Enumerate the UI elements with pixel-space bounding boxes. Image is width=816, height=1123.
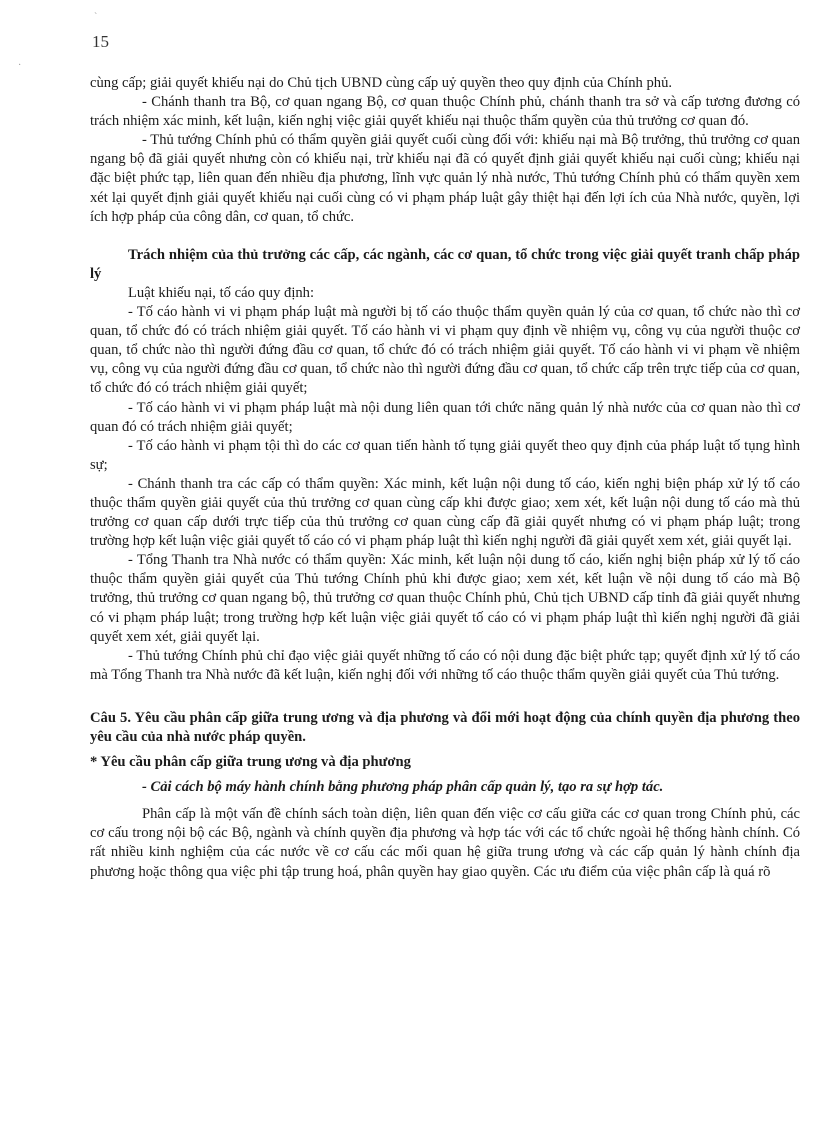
subheading-decentralization: * Yêu cầu phân cấp giữa trung ương và địa phương: [90, 754, 411, 771]
paragraph-inspector-general: - Tổng Thanh tra Nhà nước có thẩm quyền: Xác minh, kết luận nội dung tố cáo, kiến nghị biện pháp xử lý tố cáo thuộc thẩm quyền giải quyết của Thủ tướng Chính phủ khi được giao; xem xét, kết luận về nội dung tố cáo mà Bộ trưởng, thủ trưởng cơ quan ngang bộ, thủ trưởng cơ quan thuộc Chính phủ, Chủ tịch UBND cấp tỉnh đã giải quyết nhưng có vi phạm pháp luật; trong trường hợp kết luận việc giải quyết tố cáo có vi phạm pháp luật thì kiến nghị người đã giải quyết xem xét, giải quyết lại.: [90, 552, 800, 645]
paragraph-denunciation-2: - Tố cáo hành vi vi phạm pháp luật mà nội dung liên quan tới chức năng quản lý nhà nước của cơ quan nào thì cơ quan đó có trách nhiệm giải quyết;: [90, 399, 800, 435]
section-heading-responsibility: Trách nhiệm của thủ trưởng các cấp, các ngành, các cơ quan, tổ chức trong việc giải quyết tranh chấp pháp lý: [90, 246, 800, 282]
scan-speck: ·: [18, 60, 22, 71]
scan-speck: ˋ: [94, 12, 98, 23]
subheading-reform: - Cải cách bộ máy hành chính bằng phương pháp phân cấp quản lý, tạo ra sự hợp tác.: [142, 779, 664, 796]
paragraph-chief-inspector: - Chánh thanh tra các cấp có thẩm quyền: Xác minh, kết luận nội dung tố cáo, kiến nghị biện pháp xử lý tố cáo thuộc thẩm quyền giải quyết của thủ trưởng cơ quan cùng cấp khi được giao; xem xét, kết luận nội dung tố cáo mà thủ trưởng cơ quan cấp dưới trực tiếp của thủ trưởng cơ quan cùng cấp đã giải quyết nhưng có vi phạm pháp luật; trong trường hợp kết luận việc giải quyết tố cáo có vi phạm pháp luật thì kiến nghị người đã giải quyết xem xét, giải quyết lại.: [90, 475, 800, 550]
document-body: [90, 74, 800, 882]
page-number: 15: [92, 32, 109, 51]
paragraph-decentralization: Phân cấp là một vấn đề chính sách toàn diện, liên quan đến việc cơ cấu giữa các cơ quan trong Chính phủ, các cơ cấu trong nội bộ các Bộ, ngành và chính quyền địa phương và hợp tác với các tổ chức ngoài hệ thống hành chính. Có rất nhiều kinh nghiệm của các nước về cơ cấu các mối quan hệ giữa trung ương và các cấp quản lý hành chính địa phương hoặc thông qua việc phi tập trung hoá, phân quyền hay giao quyền. Các ưu điểm của việc phân cấp là quá rõ: [90, 806, 800, 880]
paragraph-prime-minister-complaints: - Thủ tướng Chính phủ có thẩm quyền giải quyết cuối cùng đối với: khiếu nại mà Bộ trưởng, thủ trưởng cơ quan ngang bộ đã giải quyết nhưng còn có khiếu nại, trừ khiếu nại đã có quyết định giải quyết khiếu nại cuối cùng; khiếu nại đặc biệt phức tạp, liên quan đến nhiều địa phương, lĩnh vực quản lý nhà nước, Thủ tướng Chính phủ có thẩm quyền xem xét lại quyết định giải quyết khiếu nại cuối cùng có vi phạm pháp luật gây thiệt hại đến lợi ích của Nhà nước, quyền, lợi ích hợp pháp của công dân, cơ quan, tổ chức.: [90, 132, 800, 225]
paragraph-denunciation-3: - Tố cáo hành vi phạm tội thì do các cơ quan tiến hành tố tụng giải quyết theo quy định của pháp luật tố tụng hình sự;: [90, 437, 800, 473]
paragraph-continuation: cùng cấp; giải quyết khiếu nại do Chủ tịch UBND cùng cấp uỷ quyền theo quy định của Chính phủ.: [90, 75, 673, 91]
paragraph-prime-minister-denunciations: - Thủ tướng Chính phủ chỉ đạo việc giải quyết những tố cáo có nội dung đặc biệt phức tạp; quyết định xử lý tố cáo mà Tổng Thanh tra Nhà nước đã kết luận, kiến nghị đối với những tố cáo thuộc thẩm quyền giải quyết của Thủ tướng.: [90, 647, 800, 683]
paragraph-inspector-ministry: - Chánh thanh tra Bộ, cơ quan ngang Bộ, cơ quan thuộc Chính phủ, chánh thanh tra sở và cấp tương đương có trách nhiệm xác minh, kết luận, kiến nghị việc giải quyết khiếu nại thuộc thẩm quyền của thủ trưởng cơ quan đó.: [90, 94, 800, 130]
question-heading: Câu 5. Yêu cầu phân cấp giữa trung ương và địa phương và đổi mới hoạt động của chính quyền địa phương theo yêu cầu của nhà nước pháp quyền.: [90, 709, 800, 745]
paragraph-denunciation-1: - Tố cáo hành vi vi phạm pháp luật mà người bị tố cáo thuộc thẩm quyền quản lý của cơ quan, tổ chức nào thì cơ quan, tổ chức đó có trách nhiệm giải quyết. Tố cáo hành vi vi phạm quy định về nhiệm vụ, công vụ của người thuộc cơ quan, tổ chức nào thì người đứng đầu cơ quan, tổ chức đó có trách nhiệm giải quyết. Tố cáo hành vi vi phạm về nhiệm vụ, công vụ của người đứng đầu cơ quan, tổ chức nào thì người đứng đầu cơ quan, tổ chức cấp trên trực tiếp của cơ quan, tổ chức đó có trách nhiệm giải quyết;: [90, 304, 800, 397]
paragraph-law-intro: Luật khiếu nại, tố cáo quy định:: [128, 284, 315, 301]
